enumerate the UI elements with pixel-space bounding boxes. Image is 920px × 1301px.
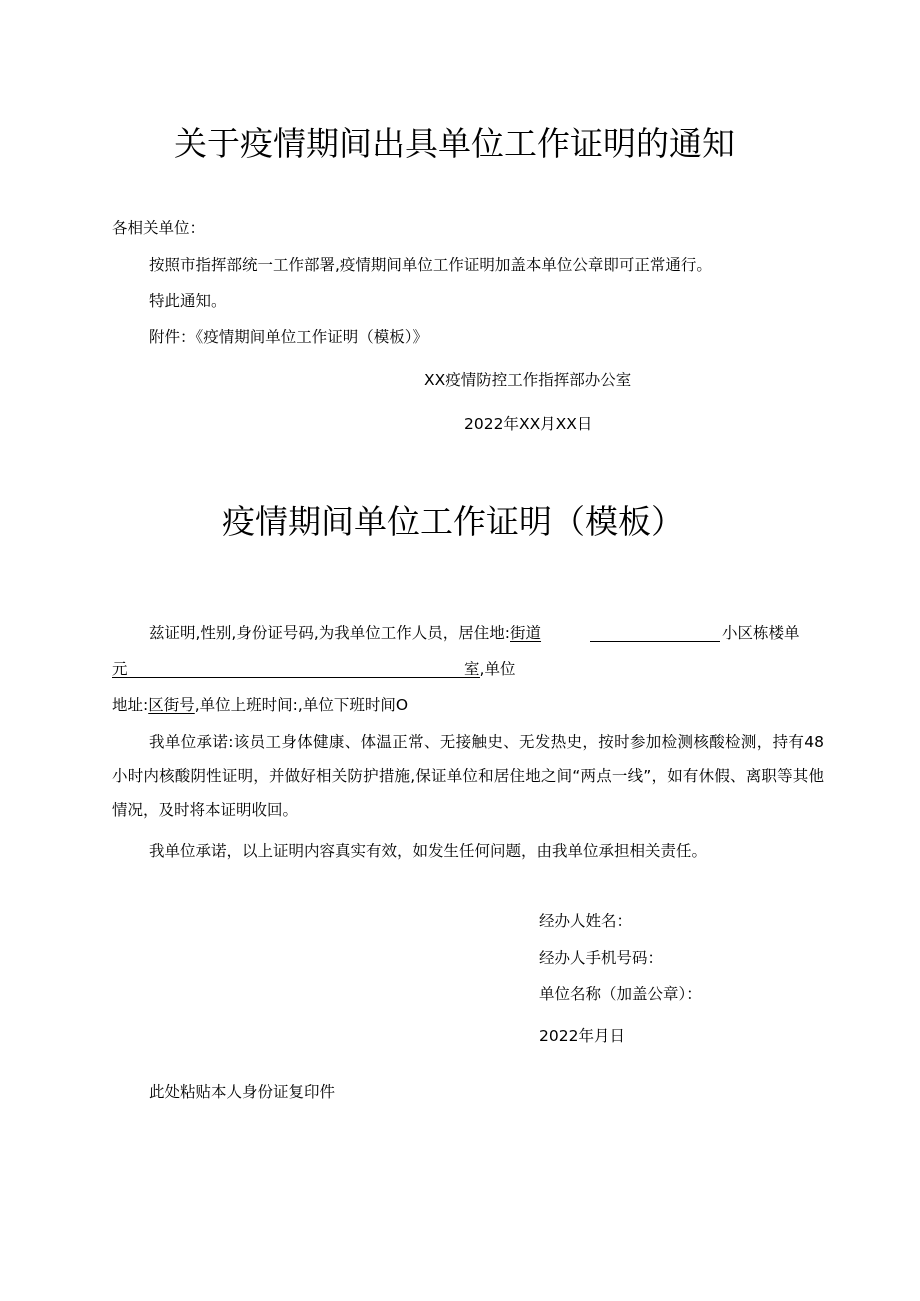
unit-suffix: ,单位 [479, 660, 516, 678]
address-label: 地址: [112, 696, 149, 714]
id-copy-note: 此处粘贴本人身份证复印件 [149, 1083, 336, 1101]
room-line [464, 659, 515, 679]
community-field: 小区栋楼单 [722, 624, 800, 642]
notice-issuer: XX疫情防控工作指挥部办公室 [424, 371, 632, 389]
handler-name-label: 经办人姓名： [539, 912, 633, 930]
unit-field: 元 [112, 660, 128, 678]
unit-name-label: 单位名称（加盖公章）： [539, 985, 702, 1003]
room-field: 室 [464, 660, 480, 678]
notice-body: 按照市指挥部统一工作部署,疫情期间单位工作证明加盖本单位公章即可正常通行。 [149, 256, 712, 274]
notice-salutation: 各相关单位： [112, 219, 206, 237]
handler-phone-label: 经办人手机号码： [539, 949, 664, 967]
unit-blank-underline [112, 677, 480, 678]
certify-line-1 [149, 623, 541, 643]
street-field: 街道 [510, 624, 542, 642]
address-line [112, 695, 408, 715]
notice-date: 2022年XX月XX日 [464, 415, 593, 433]
notice-attachment: 附件：《疫情期间单位工作证明（模板）》 [149, 328, 429, 346]
street-blank-underline [590, 641, 720, 642]
commitment-statement: 我单位承诺，以上证明内容真实有效，如发生任何问题，由我单位承担相关责任。 [149, 842, 708, 860]
address-field: 区街号 [148, 696, 195, 714]
work-hours: ,单位上班时间:,单位下班时间O [194, 696, 409, 714]
certify-prefix: 兹证明,性别,身份证号码,为我单位工作人员，居住地: [149, 624, 511, 642]
template-title: 疫情期间单位工作证明（模板） [222, 502, 684, 541]
commitment-paragraph: 我单位承诺:该员工身体健康、体温正常、无接触史、无发热史，按时参加检测核酸检测，持有48小时内核酸阴性证明，并做好相关防护措施,保证单位和居住地之间“两点一线”，如有休假、离职等其他情况，及时将本证明收回。 [112, 733, 824, 819]
signature-date: 2022年月日 [539, 1027, 625, 1045]
notice-closing: 特此通知。 [149, 292, 227, 310]
notice-title: 关于疫情期间出具单位工作证明的通知 [174, 124, 735, 163]
